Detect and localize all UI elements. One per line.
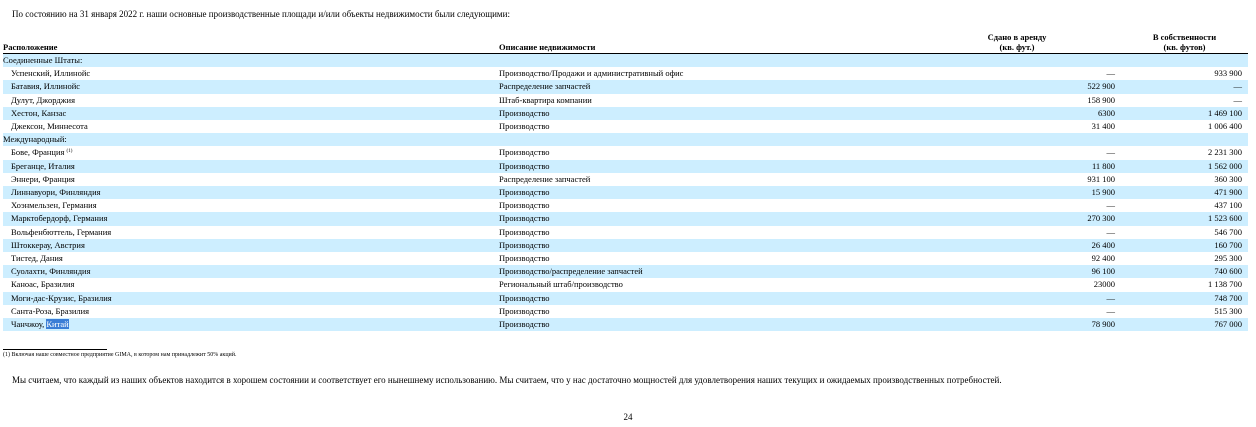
leased-cell: — [1106,305,1115,316]
description-header: Описание недвижимости [499,41,596,52]
leased-cell: — [1106,147,1115,158]
leased-cell: 96 100 [913,265,1121,278]
table-row [3,160,1248,173]
table-row [3,252,1248,265]
footnote-divider [3,349,107,350]
description-cell: Распределение запчастей [499,80,913,93]
leased-cell: 78 900 [913,318,1121,331]
table-row [3,146,1248,159]
location-cell: Батавия, Иллинойс [3,80,499,93]
owned-cell: 160 700 [1121,239,1248,252]
location-text: Бове, Франция [11,147,65,158]
location-cell: Штоккерау, Австрия [3,239,499,252]
description-cell: Производство [499,226,550,237]
table-row [3,80,1248,93]
description-cell: Штаб-квартира компании [499,94,592,105]
table-row [3,318,1248,331]
leased-cell: — [1106,200,1115,211]
owned-cell: 933 900 [1214,68,1242,79]
section-row-us [3,54,1248,68]
selected-text[interactable]: Китай [46,319,69,330]
owned-cell: 748 700 [1121,292,1248,305]
description-cell: Производство [499,200,550,211]
owned-cell: 2 231 300 [1208,147,1242,158]
description-cell: Производство [499,160,913,173]
description-cell: Производство [499,186,913,199]
location-cell: Тистед, Дания [11,253,63,264]
leased-cell: — [913,292,1121,305]
leased-header-line1: Сдано в аренду [987,32,1047,42]
owned-cell: 1 006 400 [1208,121,1242,132]
location-cell: Моги-дас-Крузис, Бразилия [3,292,499,305]
description-cell: Производство/распределение запчастей [499,265,913,278]
owned-header-line2: (кв. футов) [1163,41,1206,52]
description-cell: Региональный штаб/производство [499,279,623,290]
table-row [3,226,1248,239]
leased-cell: 92 400 [1091,253,1115,264]
description-cell: Производство [499,147,550,158]
description-cell: Производство [499,292,913,305]
location-cell: Суолахти, Финляндия [3,265,499,278]
owned-cell: — [1233,94,1242,105]
table-row [3,67,1248,80]
owned-cell: 437 100 [1214,200,1242,211]
location-cell: Каноас, Бразилия [11,279,75,290]
properties-table [3,30,1248,331]
leased-cell: — [1106,68,1115,79]
description-cell: Производство [499,305,550,316]
section-label-intl: Международный: [3,133,499,146]
location-cell: Хестон, Канзас [3,107,499,120]
location-cell: Эннери, Франция [11,173,75,184]
location-cell: Хоэнмельзен, Германия [11,200,97,211]
table-row [3,186,1248,199]
owned-cell: 360 300 [1214,173,1242,184]
section-row-intl [3,133,1248,146]
page-number: 24 [623,412,633,422]
leased-cell: 270 300 [913,212,1121,225]
leased-cell: — [1106,226,1115,237]
table-row [3,212,1248,225]
owned-cell: 740 600 [1121,265,1248,278]
description-cell: Производство [499,121,550,132]
leased-cell: 522 900 [913,80,1121,93]
location-cell: Джексон, Миннесота [11,121,88,132]
leased-cell: 11 800 [913,160,1121,173]
table-row [3,278,1248,291]
owned-cell: 546 700 [1214,226,1242,237]
owned-cell: 471 900 [1121,186,1248,199]
location-cell: Санта-Роза, Бразилия [11,305,90,316]
description-cell: Производство [499,212,913,225]
table-row [3,107,1248,120]
description-cell: Производство/Продажи и административный офис [499,68,684,79]
location-cell: Вольфенбюттель, Германия [11,226,112,237]
section-label-us: Соединенные Штаты: [3,54,499,68]
footnote: (1) Включая наше совместное предприятие GIMA, в котором нам принадлежит 50% акций. [3,352,237,358]
leased-cell: 15 900 [913,186,1121,199]
leased-header-line2: (кв. фут.) [999,41,1035,52]
table-row [3,94,1248,107]
description-cell: Распределение запчастей [499,173,591,184]
table-row [3,265,1248,278]
location-cell: Бреганце, Италия [3,160,499,173]
location-cell [3,318,499,331]
description-cell: Производство [499,253,550,264]
table-header-row [3,30,1248,54]
leased-cell: 931 100 [1087,173,1115,184]
leased-cell: 6300 [913,107,1121,120]
owned-cell: 1 523 600 [1121,212,1248,225]
location-header: Расположение [3,41,58,52]
leased-cell: 26 400 [913,239,1121,252]
owned-header [1121,30,1248,54]
footnote-marker: (1) [66,149,73,155]
owned-header-line1: В собственности [1152,32,1217,42]
leased-cell: 23000 [1093,279,1115,290]
location-cell: Марктобердорф, Германия [3,212,499,225]
table-row [3,199,1248,212]
leased-cell: 158 900 [1087,94,1115,105]
description-cell: Производство [499,107,913,120]
owned-cell: 295 300 [1214,253,1242,264]
owned-cell: — [1121,80,1248,93]
table-row [3,292,1248,305]
owned-cell: 1 138 700 [1208,279,1242,290]
location-cell: Дулут, Джорджия [11,94,75,105]
location-cell [3,146,499,159]
table-row [3,239,1248,252]
location-cell: Линнавуори, Финляндия [3,186,499,199]
owned-cell: 1 562 000 [1121,160,1248,173]
table-row [3,305,1248,318]
leased-cell: 31 400 [1091,121,1115,132]
leased-header [913,30,1121,54]
owned-cell: 515 300 [1214,305,1242,316]
intro-text: По состоянию на 31 января 2022 г. наши основные производственные площади и/или объекты недвижимости были следующими: [12,9,510,19]
owned-cell: 1 469 100 [1121,107,1248,120]
description-cell: Производство [499,318,913,331]
description-cell: Производство [499,239,913,252]
closing-paragraph: Мы считаем, что каждый из наших объектов находится в хорошем состоянии и соответствует его нынешнему использованию. Мы считаем, что у нас достаточно мощностей для удовлетворения наших текущих и ожидаемых производственных потребностей. [12,375,1002,385]
owned-cell: 767 000 [1121,318,1248,331]
location-cell: Успенский, Иллинойс [11,68,91,79]
location-text: Чанчжоу, [11,319,45,330]
table-row [3,173,1248,186]
table-row [3,120,1248,133]
